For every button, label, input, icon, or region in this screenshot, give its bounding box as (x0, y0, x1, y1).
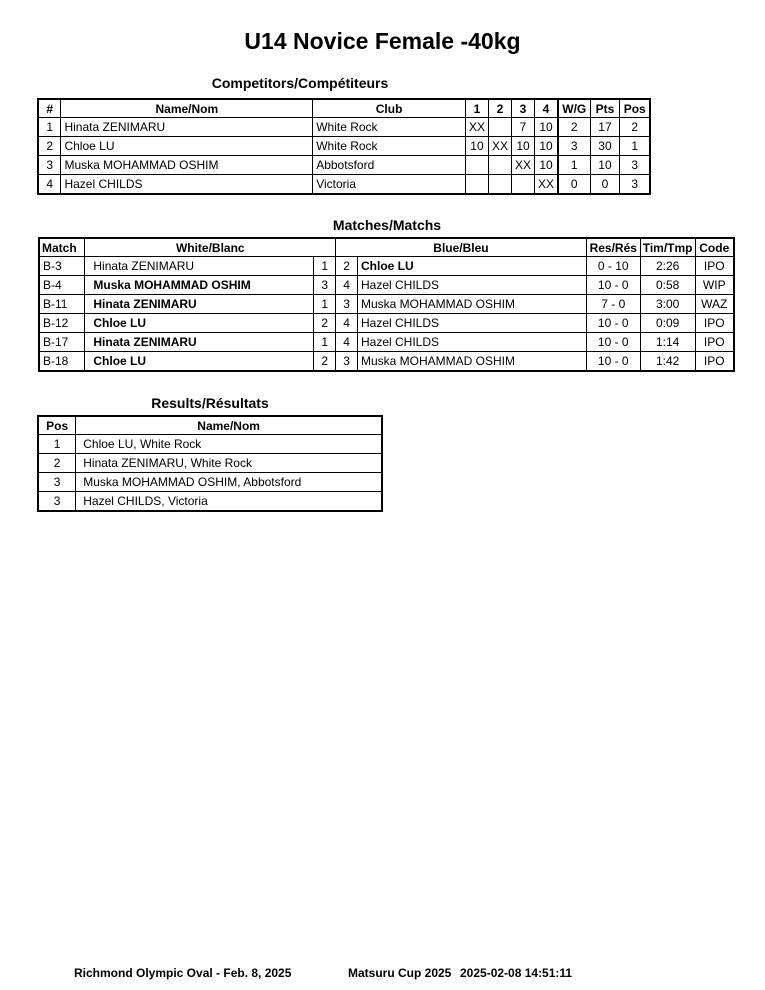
competitor-row (38, 118, 650, 137)
white-competitor: Chloe LU (85, 314, 314, 333)
col-club: Club (313, 99, 466, 118)
round-4-score: 10 (535, 137, 559, 156)
col-pts: Pts (590, 99, 620, 118)
result-row (38, 473, 382, 492)
col-code: Code (695, 238, 734, 257)
competitor-wg: 3 (558, 137, 590, 156)
match-row (39, 352, 734, 372)
competitor-num: 3 (38, 156, 61, 175)
matches-table (38, 237, 735, 372)
match-row (39, 295, 734, 314)
matches-heading: Matches/Matchs (332, 217, 442, 233)
results-heading: Results/Résultats (151, 395, 269, 411)
match-result: 0 - 10 (586, 257, 640, 276)
results-table (37, 415, 383, 512)
round-1-score: 10 (465, 137, 488, 156)
blue-competitor: Chloe LU (358, 257, 587, 276)
blue-number: 3 (336, 295, 358, 314)
round-1-score (465, 156, 488, 175)
col-num: # (38, 99, 61, 118)
result-pos: 3 (38, 492, 76, 512)
match-id: B-12 (39, 314, 85, 333)
competitor-wg: 0 (558, 175, 590, 195)
footer-venue: Richmond Olympic Oval - Feb. 8, 2025 (74, 966, 292, 980)
result-name: Hinata ZENIMARU, White Rock (76, 454, 382, 473)
white-number: 3 (314, 276, 336, 295)
competitor-club: White Rock (313, 118, 466, 137)
round-2-score (488, 118, 511, 137)
competitor-name: Muska MOHAMMAD OSHIM (61, 156, 313, 175)
blue-competitor: Muska MOHAMMAD OSHIM (358, 352, 587, 372)
col-time: Tim/Tmp (640, 238, 695, 257)
round-3-score (511, 175, 534, 195)
competitors-table (37, 98, 651, 195)
round-1-score: XX (465, 118, 488, 137)
white-number: 1 (314, 257, 336, 276)
col-white: White/Blanc (85, 238, 336, 257)
blue-number: 2 (336, 257, 358, 276)
col-pos: Pos (620, 99, 650, 118)
col-name: Name/Nom (61, 99, 313, 118)
competitor-pos: 3 (620, 175, 650, 195)
col-result-name: Name/Nom (76, 416, 382, 435)
blue-number: 3 (336, 352, 358, 372)
competitor-club: Abbotsford (313, 156, 466, 175)
competitor-wg: 1 (558, 156, 590, 175)
competitor-pts: 17 (590, 118, 620, 137)
col-match: Match (39, 238, 85, 257)
white-competitor: Hinata ZENIMARU (85, 333, 314, 352)
match-row (39, 276, 734, 295)
match-id: B-18 (39, 352, 85, 372)
white-competitor: Hinata ZENIMARU (85, 295, 314, 314)
competitor-club: White Rock (313, 137, 466, 156)
match-result: 7 - 0 (586, 295, 640, 314)
match-result: 10 - 0 (586, 333, 640, 352)
match-row (39, 333, 734, 352)
match-time: 1:14 (640, 333, 695, 352)
competitor-num: 2 (38, 137, 61, 156)
col-round-4: 4 (535, 99, 559, 118)
competitor-name: Chloe LU (61, 137, 313, 156)
page-title: U14 Novice Female -40kg (244, 28, 521, 54)
blue-competitor: Muska MOHAMMAD OSHIM (358, 295, 587, 314)
result-row (38, 454, 382, 473)
col-round-3: 3 (511, 99, 534, 118)
round-2-score (488, 175, 511, 195)
round-3-score: 10 (511, 137, 534, 156)
match-id: B-3 (39, 257, 85, 276)
blue-competitor: Hazel CHILDS (358, 276, 587, 295)
white-number: 2 (314, 352, 336, 372)
match-result: 10 - 0 (586, 314, 640, 333)
competitors-header-row (38, 99, 650, 118)
results-header-row (38, 416, 382, 435)
competitor-pos: 3 (620, 156, 650, 175)
match-time: 0:58 (640, 276, 695, 295)
result-name: Muska MOHAMMAD OSHIM, Abbotsford (76, 473, 382, 492)
competitor-row (38, 175, 650, 195)
match-row (39, 314, 734, 333)
white-number: 1 (314, 295, 336, 314)
col-result-pos: Pos (38, 416, 76, 435)
match-time: 0:09 (640, 314, 695, 333)
result-pos: 2 (38, 454, 76, 473)
match-code: IPO (695, 314, 734, 333)
result-pos: 1 (38, 435, 76, 454)
blue-competitor: Hazel CHILDS (358, 314, 587, 333)
round-2-score: XX (488, 137, 511, 156)
result-name: Chloe LU, White Rock (76, 435, 382, 454)
competitor-pts: 30 (590, 137, 620, 156)
round-4-score: 10 (535, 156, 559, 175)
competitor-pos: 1 (620, 137, 650, 156)
round-3-score: 7 (511, 118, 534, 137)
match-code: WIP (695, 276, 734, 295)
round-4-score: XX (535, 175, 559, 195)
match-time: 2:26 (640, 257, 695, 276)
blue-number: 4 (336, 314, 358, 333)
match-result: 10 - 0 (586, 352, 640, 372)
round-3-score: XX (511, 156, 534, 175)
result-row (38, 492, 382, 512)
match-time: 1:42 (640, 352, 695, 372)
result-pos: 3 (38, 473, 76, 492)
competitor-pos: 2 (620, 118, 650, 137)
competitor-club: Victoria (313, 175, 466, 195)
competitor-wg: 2 (558, 118, 590, 137)
col-result: Res/Rés (586, 238, 640, 257)
blue-number: 4 (336, 276, 358, 295)
footer-event: Matsuru Cup 2025 (348, 966, 452, 980)
competitor-row (38, 156, 650, 175)
competitor-num: 4 (38, 175, 61, 195)
round-2-score (488, 156, 511, 175)
match-row (39, 257, 734, 276)
match-time: 3:00 (640, 295, 695, 314)
col-round-1: 1 (465, 99, 488, 118)
match-id: B-11 (39, 295, 85, 314)
match-code: WAZ (695, 295, 734, 314)
round-4-score: 10 (535, 118, 559, 137)
match-code: IPO (695, 257, 734, 276)
white-competitor: Chloe LU (85, 352, 314, 372)
result-name: Hazel CHILDS, Victoria (76, 492, 382, 512)
white-competitor: Muska MOHAMMAD OSHIM (85, 276, 314, 295)
competitor-pts: 10 (590, 156, 620, 175)
competitor-name: Hazel CHILDS (61, 175, 313, 195)
blue-competitor: Hazel CHILDS (358, 333, 587, 352)
match-id: B-17 (39, 333, 85, 352)
round-1-score (465, 175, 488, 195)
competitor-pts: 0 (590, 175, 620, 195)
white-number: 1 (314, 333, 336, 352)
footer-timestamp: 2025-02-08 14:51:11 (460, 966, 573, 980)
competitor-num: 1 (38, 118, 61, 137)
white-competitor: Hinata ZENIMARU (85, 257, 314, 276)
col-wg: W/G (558, 99, 590, 118)
matches-header-row (39, 238, 734, 257)
match-code: IPO (695, 333, 734, 352)
result-row (38, 435, 382, 454)
competitors-heading: Competitors/Compétiteurs (211, 75, 389, 91)
white-number: 2 (314, 314, 336, 333)
col-blue: Blue/Bleu (336, 238, 587, 257)
blue-number: 4 (336, 333, 358, 352)
competitor-row (38, 137, 650, 156)
match-result: 10 - 0 (586, 276, 640, 295)
match-code: IPO (695, 352, 734, 372)
match-id: B-4 (39, 276, 85, 295)
col-round-2: 2 (488, 99, 511, 118)
competitor-name: Hinata ZENIMARU (61, 118, 313, 137)
